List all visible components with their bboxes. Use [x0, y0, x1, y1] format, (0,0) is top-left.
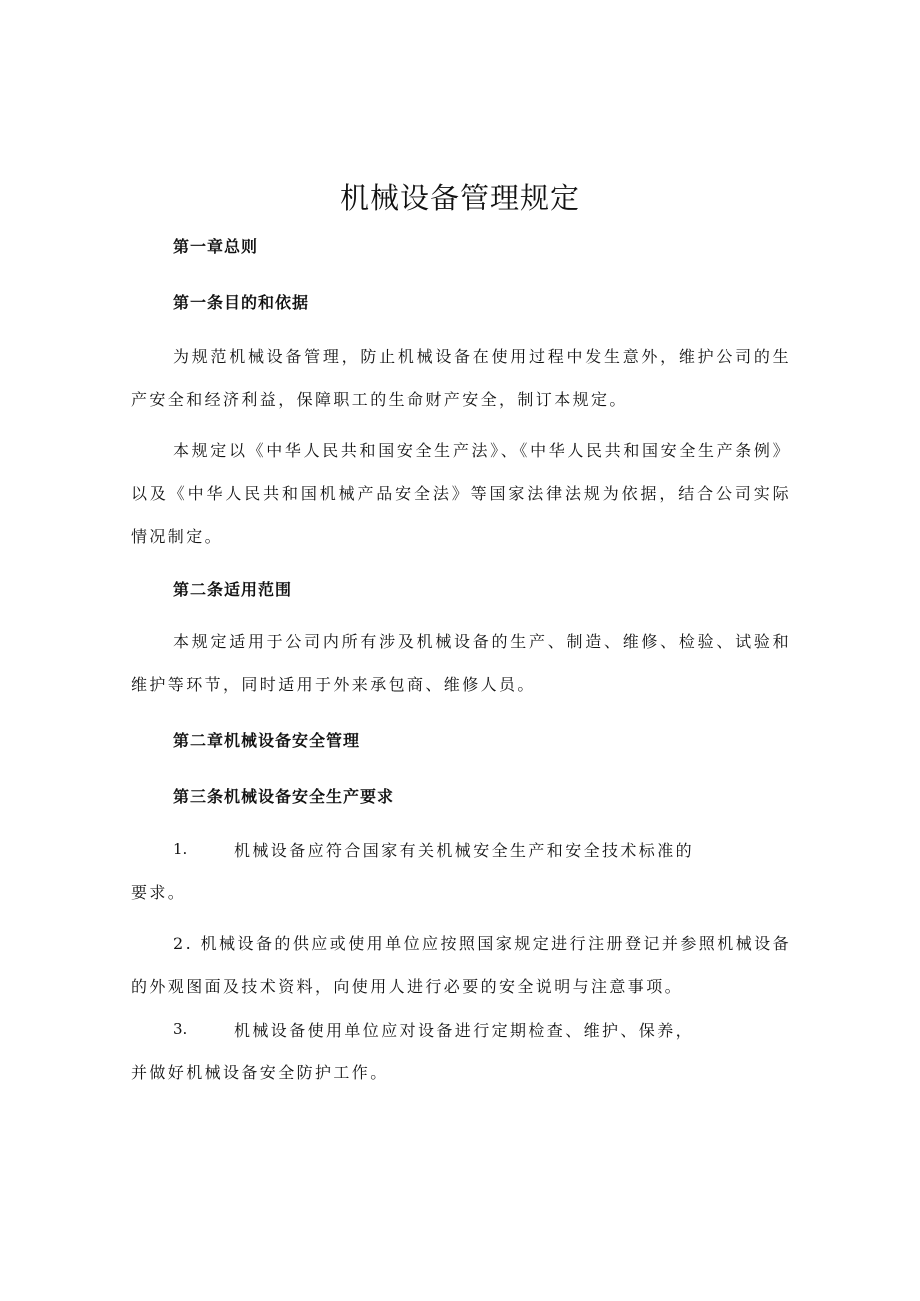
- item-3-line-1: 机械设备使用单位应对设备进行定期检查、维护、保养，: [234, 1021, 695, 1040]
- article-1-paragraph-1: 为规范机械设备管理，防止机械设备在使用过程中发生意外，维护公司的生产安全和经济利益，保障职工的生命财产安全，制订本规定。: [131, 347, 791, 409]
- item-3-line-2: 并做好机械设备安全防护工作。: [131, 1063, 389, 1082]
- item-1-number: 1.: [173, 840, 188, 858]
- item-3-number: 3.: [173, 1020, 188, 1038]
- article-1-paragraph-2: 本规定以《中华人民共和国安全生产法》、《中华人民共和国安全生产条例》以及《中华人民共和国机械产品安全法》等国家法律法规为依据，结合公司实际情况制定。: [131, 441, 791, 546]
- item-1-line-1: 机械设备应符合国家有关机械安全生产和安全技术标准的: [234, 841, 695, 860]
- chapter-2-heading: 第二章机械设备安全管理: [173, 731, 361, 750]
- article-1-heading: 第一条目的和依据: [173, 293, 310, 312]
- item-2-paragraph: 2. 机械设备的供应或使用单位应按照国家规定进行注册登记并参照机械设备的外观图面及技术资料，向使用人进行必要的安全说明与注意事项。: [131, 934, 791, 996]
- article-3-heading: 第三条机械设备安全生产要求: [173, 787, 395, 806]
- article-2-heading: 第二条适用范围: [173, 580, 293, 599]
- item-1-line-2: 要求。: [131, 883, 187, 902]
- chapter-1-heading: 第一章总则: [173, 237, 259, 256]
- document-title: 机械设备管理规定: [339, 181, 580, 215]
- article-2-paragraph-1: 本规定适用于公司内所有涉及机械设备的生产、制造、维修、检验、试验和维护等环节，同时适用于外来承包商、维修人员。: [131, 632, 791, 694]
